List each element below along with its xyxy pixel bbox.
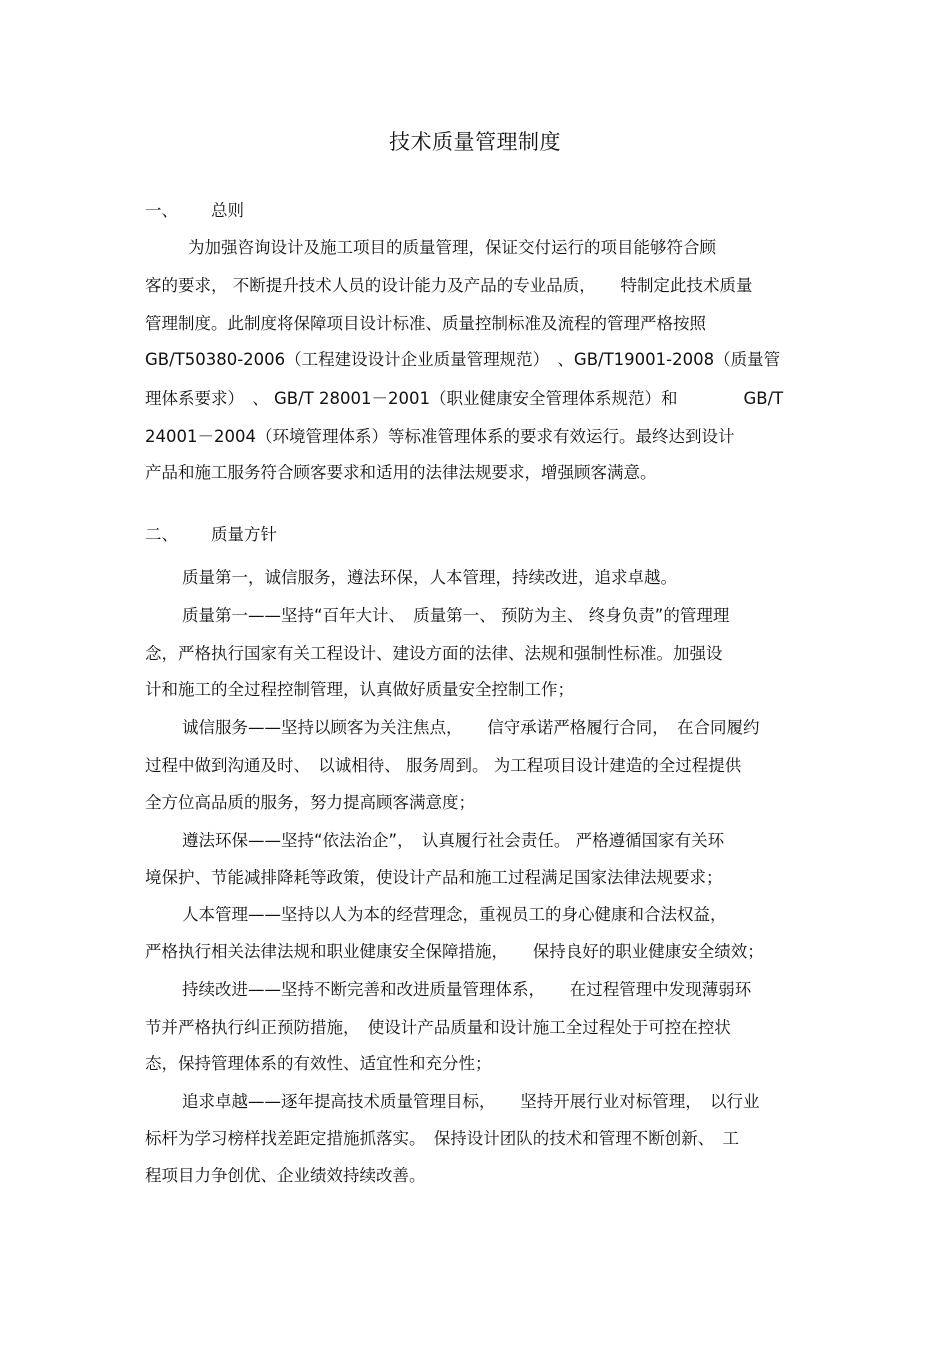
section2-line: 过程中做到沟通及时、 以诚相待、 服务周到。 为工程项目设计建造的全过程提供	[145, 756, 742, 775]
section2-line: 追求卓越——逐年提高技术质量管理目标， 坚持开展行业对标管理， 以行业	[182, 1092, 760, 1111]
section2-line: 严格执行相关法律法规和职业健康安全保障措施， 保持良好的职业健康安全绩效；	[145, 942, 764, 961]
section2-line: 质量第一，诚信服务，遵法环保，人本管理，持续改进，追求卓越。	[182, 568, 677, 587]
section2-line: 遵法环保——坚持“依法治企”， 认真履行社会责任。 严格遵循国家有关环	[182, 831, 725, 850]
section2-line: 持续改进——坚持不断完善和改进质量管理体系， 在过程管理中发现薄弱环	[182, 980, 752, 999]
section2-line: 节并严格执行纠正预防措施， 使设计产品质量和设计施工全过程处于可控在控状	[145, 1018, 731, 1037]
section2-line: 质量第一——坚持“百年大计、 质量第一、 预防为主、 终身负责”的管理理	[182, 606, 730, 625]
section1-line: 管理制度。此制度将保障项目设计标准、质量控制标准及流程的管理严格按照	[145, 314, 706, 333]
section1-line: GB/T50380-2006（工程建设设计企业质量管理规范） 、GB/T19001-2008（质量管	[145, 350, 781, 369]
section1-line: 产品和施工服务符合顾客要求和适用的法律法规要求，增强顾客满意。	[145, 463, 657, 482]
section2-line: 态，保持管理体系的有效性、适宜性和充分性；	[145, 1054, 492, 1073]
section1-number: 一、	[145, 201, 178, 220]
section1-heading: 总则	[211, 201, 244, 220]
section2-line: 全方位高品质的服务，努力提高顾客满意度；	[145, 793, 475, 812]
section2-line: 念，严格执行国家有关工程设计、建设方面的法律、法规和强制性标准。加强设	[145, 644, 723, 663]
section1-line: 客的要求， 不断提升技术人员的设计能力及产品的专业品质， 特制定此技术质量	[145, 276, 753, 295]
section2-line: 人本管理——坚持以人为本的经营理念，重视员工的身心健康和合法权益，	[182, 905, 727, 924]
section2-number: 二、	[145, 525, 178, 544]
section2-line: 程项目力争创优、企业绩效持续改善。	[145, 1166, 426, 1185]
section2-line: 标杆为学习榜样找差距定措施抓落实。 保持设计团队的技术和管理不断创新、 工	[145, 1129, 739, 1148]
section2-line: 计和施工的全过程控制管理，认真做好质量安全控制工作；	[145, 680, 574, 699]
section2-heading: 质量方针	[211, 525, 277, 544]
document-title: 技术质量管理制度	[389, 130, 561, 154]
section1-line: 为加强咨询设计及施工项目的质量管理，保证交付运行的项目能够符合顾	[188, 238, 716, 257]
section1-line: 24001－2004（环境管理体系）等标准管理体系的要求有效运行。最终达到设计	[145, 427, 735, 446]
section1-line: 理体系要求） 、 GB/T 28001－2001（职业健康安全管理体系规范）和 GB/T	[145, 389, 784, 408]
section2-line: 诚信服务——坚持以顾客为关注焦点， 信守承诺严格履行合同， 在合同履约	[182, 718, 760, 737]
section2-line: 境保护、节能减排降耗等政策，使设计产品和施工过程满足国家法律法规要求；	[145, 868, 723, 887]
